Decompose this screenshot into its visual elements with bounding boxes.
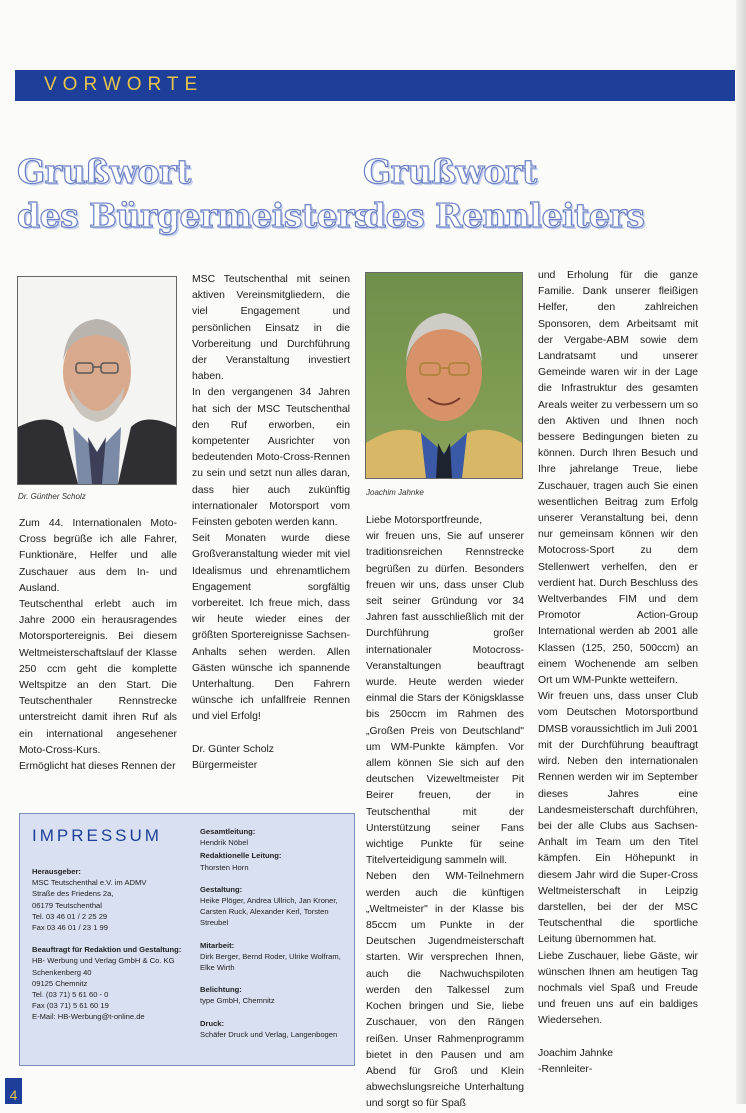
impressum-line: Tel. 03 46 01 / 2 25 29 — [32, 911, 108, 921]
caption-mayor: Dr. Günther Scholz — [18, 492, 86, 501]
impressum-block-exposure — [200, 984, 352, 1006]
paragraph: wir freuen uns, Sie auf unserer traditionsreichen Rennstrecke begrüßen zu dürfen. Besonders freuen wir uns, dass unser Club seit seiner Gründung vor 34 Jahren fast ausschließlich mit der Durchführung großer internationaler Motocross-Veranstaltungen beauftragt wurde. Heute werden wieder einmal die Stars der Königsklasse bis 250ccm im Rahmen des „Großen Preis von Deutschland" um WM-Punkte kämpfen. Vor allem können Sie sich auf den deutschen Vizeweltmeister Pit Beirer freuen, der in Teutschenthal mit der Unterstützung seiner Fans wichtige Punkte für seine Titelverteidigung sammeln will. — [366, 531, 524, 867]
impressum-line: MSC Teutschenthal e.V. im ADMV — [32, 878, 147, 888]
impressum-box — [19, 813, 355, 1066]
text-column-3 — [366, 513, 524, 1113]
impressum-right-column — [200, 826, 352, 1051]
text-column-4 — [538, 268, 698, 1078]
paragraph: und Erholung für die ganze Familie. Dank unserer fleißigen Helfer, den zahlreichen Sponsoren, dem Arbeitsamt mit der Vergabe-ABM sowie dem Landratsamt und unserer Gemeinde waren wir in der Lage die Infrastruktur des gesamten Areals weiter zu verbessern um so den Aktiven und Ihnen noch bessere Bedingungen bieten zu können. Durch Ihren Besuch und Ihre jahrelange Treue, liebe Zuschauer, tragen auch Sie einen wesentlichen Beitrag zum Erfolg unserer Veranstaltung bei, denn nur gemeinsam können wir den Motocross-Sport zu dem Stellenwert verhelfen, den er verdient hat. Durch Beschluss des Weltverbandes FIM und dem Promotor Action-Group International werden ab 2001 alle Klassen (125, 250, 500ccm) an einem Wochenende am selben Ort um WM-Punkte wetteifern. — [538, 270, 698, 687]
impressum-label: Gesamtleitung: — [200, 827, 256, 836]
impressum-block-print — [200, 1018, 352, 1040]
paragraph: Zum 44. Internationalen Moto-Cross begrüße ich alle Fahrer, Funktionäre, Helfer und alle Zuschauer aus dem In- und Ausland. — [19, 518, 177, 594]
text-column-2 — [192, 272, 350, 774]
impressum-label: Belichtung: — [200, 985, 242, 995]
text-column-1 — [19, 516, 177, 775]
paragraph: In den vergangenen 34 Jahren hat sich der MSC Teutschenthal den Ruf erworben, ein kompetenter Ausrichter von bedeutenden Moto-Cross-Rennen zu sein und setzt nun alles daran, dass hier auch zukünftig internationaler Motorsport vom Feinsten geboten werden kann. — [192, 387, 350, 529]
impressum-line: Hendrik Nöbel — [200, 838, 249, 848]
paragraph: Neben den WM-Teilnehmern werden auch die künftigen „Weltmeister" in der Klasse bis 85ccm um Punkte in der Deutschen Jugendmeisterschaft starten. Wir versprechen Ihnen, auch die Nachwuchspiloten werden den Talkessel zum Kochen bringen und Sie, liebe Zuschauer, von den Rängen reißen. Unser Rahmenprogramm bietet in den Pausen und am Abend für Groß und Klein abwechslungsreiche Unterhaltung und sorgt so für Spaß — [366, 871, 524, 1110]
impressum-line: Dirk Berger, Bernd Roder, Ulrike Wolfram, Elke Wirth — [200, 951, 341, 973]
signature-name-mayor: Dr. Günter Scholz — [192, 743, 275, 755]
portrait-race-director — [365, 272, 523, 479]
headline-mayor-line-2: des Bürgermeisters — [17, 196, 373, 235]
impressum-block-management — [200, 826, 352, 848]
paragraph: Liebe Zuschauer, liebe Gäste, wir wünschen Ihnen am heutigen Tag nochmals viel Spaß und Freude und freuen uns auf ein baldiges Wiedersehen. — [538, 950, 698, 1027]
page-edge-shadow — [736, 0, 746, 1104]
signature-title-mayor: Bürgermeister — [192, 759, 258, 771]
paragraph: Seit Monaten wurde diese Großveranstaltung wieder mit viel Idealismus und ehrenamtlichem Engagement sorgfältig vorbereitet. Ich freue mich, dass wir heute wieder eines der größten Sportereignisse Sachsen-Anhalts sehen werden. Allen Gästen wünsche ich spannende Unterhaltung. Den Fahrern wünsche ich unfallfreie Rennen und viel Erfolg! — [192, 533, 350, 723]
paragraph: Liebe Motorsportfreunde, — [366, 515, 483, 526]
headline-race-director-line-1: Grußwort — [363, 152, 537, 191]
portrait-mayor — [17, 276, 177, 485]
impressum-label: Mitarbeit: — [200, 940, 235, 950]
impressum-block-contributors — [200, 940, 352, 974]
impressum-line: Fax (03 71) 5 61 60 19 — [32, 1001, 109, 1011]
paragraph: Teutschenthal erlebt auch im Jahre 2000 ein herausragendes Motorsportereignis. Bei diesem Weltmeisterschaftslauf der Klasse 250 ccm geht die komplette Weltspitze an den Start. Die Teutschenthaler Rennstrecke unterstreicht damit ihren Ruf als ein international angesehener Moto-Cross-Kurs. — [19, 599, 177, 756]
impressum-left-column — [32, 866, 197, 1034]
impressum-block-design — [200, 884, 352, 929]
paragraph: MSC Teutschenthal mit seinen aktiven Vereinsmitgliedern, die viel Engagement und persönlichen Einsatz in die Vorbereitung und Durchführung der Veranstaltung investiert haben. — [192, 274, 350, 383]
signature-name-race-director: Joachim Jahnke — [538, 1047, 614, 1059]
impressum-label: Redaktionelle Leitung: — [200, 851, 282, 861]
impressum-line: Tel. (03 71) 5 61 60 - 0 — [32, 990, 109, 1000]
headline-mayor — [17, 150, 372, 238]
impressum-line: Carsten Ruck, Alexander Kerl, Torsten Streubel — [200, 907, 329, 928]
impressum-line: 06179 Teutschenthal — [32, 900, 102, 910]
impressum-email: E-Mail: HB-Werbung@t-online.de — [32, 1012, 145, 1022]
impressum-label: Beauftragt für Redaktion und Gestaltung: — [32, 945, 182, 955]
impressum-line: Straße des Friedens 2a, — [32, 889, 114, 899]
headline-race-director — [363, 150, 644, 238]
headline-mayor-line-1: Grußwort — [17, 152, 191, 191]
impressum-line: type GmbH, Chemnitz — [200, 996, 275, 1006]
impressum-block-publisher — [32, 866, 197, 933]
section-banner — [15, 70, 735, 101]
impressum-line: 09125 Chemnitz — [32, 978, 88, 988]
impressum-label: Druck: — [200, 1018, 225, 1028]
impressum-line: Fax 03 46 01 / 23 1 99 — [32, 923, 108, 933]
impressum-label: Gestaltung: — [200, 884, 243, 894]
paragraph: Wir freuen uns, dass unser Club vom Deutschen Motorsportbund DMSB voraussichtlich im Juli 2001 mit der Durchführung beauftragt wird. Neben den internationalen Rennen werden wir im September dieses Jahres eine Landesmeisterschaft durchführen, bei der alle Clubs aus Sachsen-Anhalt im Team um den Titel kämpfen. Ein Höhepunkt in diesem Jahr wird die Super-Cross Weltmeisterschaft in Leipzig darstellen, bei der der MSC Teutschenthal die sportliche Leitung übernommen hat. — [538, 691, 698, 946]
signature-title-race-director: -Rennleiter- — [538, 1063, 593, 1075]
paragraph: Ermöglicht hat dieses Rennen der — [19, 761, 176, 773]
impressum-line: Heike Plöger, Andrea Ullrich, Jan Kroner, — [200, 896, 338, 906]
impressum-title: IMPRESSUM — [32, 826, 162, 845]
impressum-label: Herausgeber: — [32, 867, 81, 876]
section-title: VORWORTE — [44, 74, 204, 95]
impressum-block-agency — [32, 944, 197, 1022]
impressum-line: Thorsten Horn — [200, 862, 249, 872]
impressum-line: Schenkenberg 40 — [32, 967, 92, 977]
impressum-block-editorial — [200, 850, 352, 872]
impressum-line: HB- Werbung und Verlag GmbH & Co. KG — [32, 956, 175, 966]
headline-race-director-line-2: des Rennleiters — [363, 196, 645, 235]
impressum-line: Schäfer Druck und Verlag, Langenbogen — [200, 1029, 338, 1039]
caption-race-director: Joachim Jahnke — [366, 488, 424, 497]
page-number: 4 — [5, 1078, 22, 1104]
